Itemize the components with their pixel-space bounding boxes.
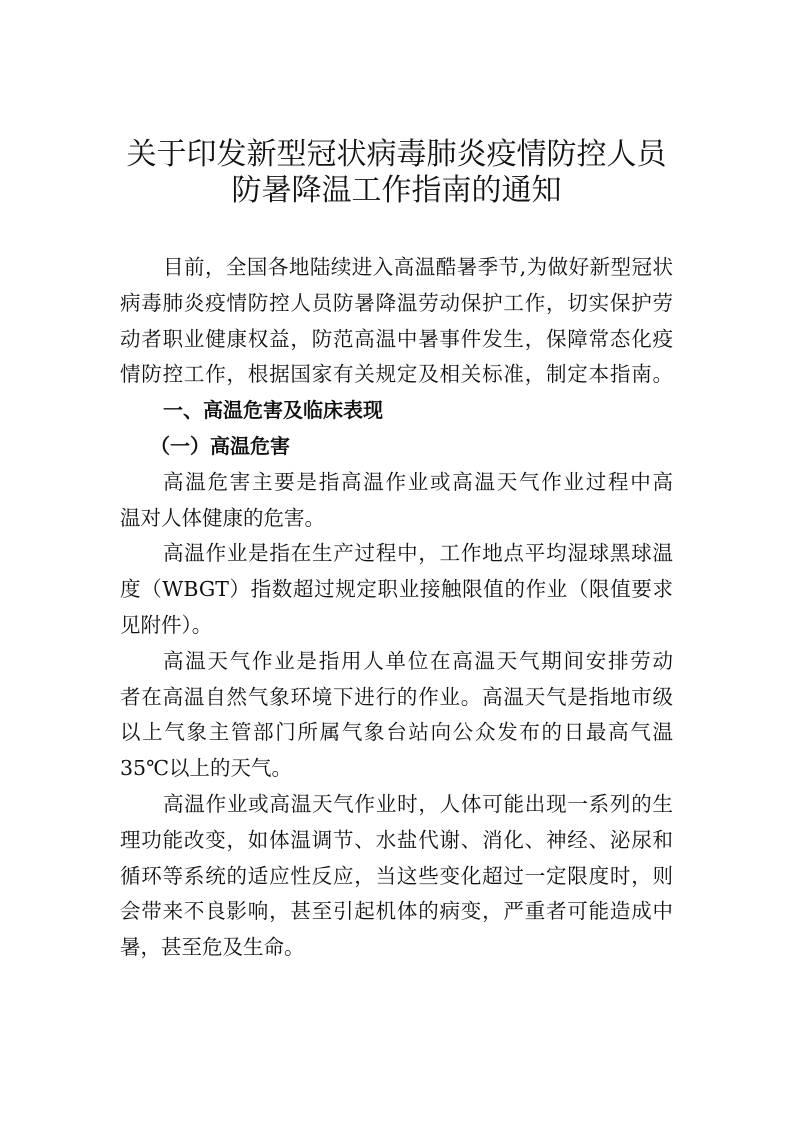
body-text-line: 情防控工作，根据国家有关规定及相关标准，制定本指南。: [120, 362, 673, 387]
body-text-line: 35℃以上的天气。: [120, 756, 293, 781]
body-text-line: 目前，全国各地陆续进入高温酷暑季节,为做好新型冠状: [163, 255, 673, 279]
body-text-line: 见附件）。: [120, 612, 213, 637]
body-text-line: 以上气象主管部门所属气象台站向公众发布的日最高气温: [120, 720, 673, 745]
body-text-line: 动者职业健康权益，防范高温中暑事件发生，保障常态化疫: [120, 326, 673, 351]
body-text-line: 会带来不良影响，甚至引起机体的病变，严重者可能造成中: [120, 899, 673, 924]
body-text-line: 高温天气作业是指用人单位在高温天气期间安排劳动: [163, 648, 673, 673]
body-text-line: 度（WBGT）指数超过规定职业接触限值的作业（限值要求: [120, 577, 673, 602]
body-text-line: 循环等系统的适应性反应，当这些变化超过一定限度时，则: [120, 863, 673, 888]
body-text-line: 高温作业或高温天气作业时，人体可能出现一系列的生: [163, 791, 673, 816]
body-text-line: 暑，甚至危及生命。: [120, 935, 305, 960]
document-body: [120, 250, 673, 966]
body-text-line: 者在高温自然气象环境下进行的作业。高温天气是指地市级: [120, 684, 673, 709]
document-title-line-2: 防暑降温工作指南的通知: [231, 173, 562, 208]
body-text-line: 高温危害主要是指高温作业或高温天气作业过程中高: [163, 469, 673, 494]
body-text-line: 理功能改变，如体温调节、水盐代谢、消化、神经、泌尿和: [120, 827, 673, 852]
body-text-line: 病毒肺炎疫情防控人员防暑降温劳动保护工作，切实保护劳: [120, 290, 673, 315]
document-title-line-1: 关于印发新型冠状病毒肺炎疫情防控人员: [126, 137, 667, 172]
body-text-line: 高温作业是指在生产过程中，工作地点平均湿球黑球温: [163, 541, 673, 566]
section-heading: 一、高温危害及临床表现: [163, 398, 383, 423]
section-heading: （一）高温危害: [150, 433, 290, 458]
body-text-line: 温对人体健康的危害。: [120, 505, 325, 530]
